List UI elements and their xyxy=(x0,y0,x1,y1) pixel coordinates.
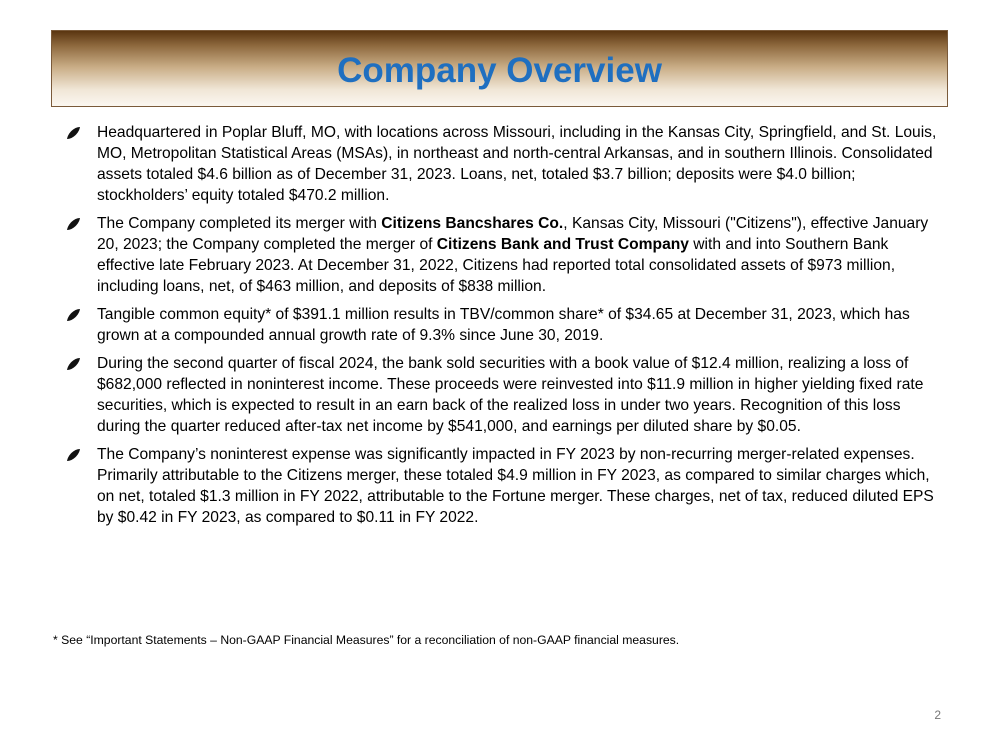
bullet-item xyxy=(65,304,945,346)
bullet-bold-text: Citizens Bancshares Co. xyxy=(381,215,564,232)
leaf-bullet-icon xyxy=(65,308,81,322)
bullet-text: The Company completed its merger with xyxy=(97,215,382,232)
leaf-bullet-icon xyxy=(65,448,81,462)
bullet-text: Tangible common equity* of $391.1 million results in TBV/common share* of $34.65 at December 31, 2023, which has grown at a compounded annual growth rate of 9.3% since June 30, 2019. xyxy=(97,306,910,344)
title-banner xyxy=(51,30,948,107)
bullet-item xyxy=(65,213,945,297)
bullet-text: , Kansas City, Missouri ("Citizens"), effective January 20, 2023; the Company completed the merger of xyxy=(97,215,929,253)
bullet-list xyxy=(65,122,945,535)
page-number: 2 xyxy=(934,708,941,722)
leaf-bullet-icon xyxy=(65,217,81,231)
leaf-bullet-icon xyxy=(65,357,81,371)
bullet-item xyxy=(65,122,945,206)
bullet-text: with and into Southern Bank effective late February 2023. At December 31, 2022, Citizens had reported total consolidated assets of $973 million, including loans, net, of $463 million, and deposits of $838 million. xyxy=(97,236,896,295)
bullet-text: The Company’s noninterest expense was significantly impacted in FY 2023 by non-recurring merger-related expenses. Primarily attributable to the Citizens merger, these totaled $4.9 million in FY 2023, as compared to similar charges which, on net, totaled $1.3 million in FY 2022, attributable to the Fortune merger. These charges, net of tax, reduced diluted EPS by $0.42 in FY 2023, as compared to $0.11 in FY 2022. xyxy=(97,446,934,526)
slide-title: Company Overview xyxy=(337,50,662,90)
bullet-item xyxy=(65,444,945,528)
bullet-text: Headquartered in Poplar Bluff, MO, with locations across Missouri, including in the Kansas City, Springfield, and St. Louis, MO, Metropolitan Statistical Areas (MSAs), in northeast and north-central Arkansas, and in southern Illinois. Consolidated assets totaled $4.6 billion as of December 31, 2023. Loans, net, totaled $3.7 billion; deposits were $4.0 billion; stockholders’ equity totaled $470.2 million. xyxy=(97,124,937,204)
footnote: * See “Important Statements – Non-GAAP Financial Measures” for a reconciliation of non-GAAP financial measures. xyxy=(53,633,680,647)
bullet-bold-text: Citizens Bank and Trust Company xyxy=(436,236,689,253)
leaf-bullet-icon xyxy=(65,126,81,140)
bullet-item xyxy=(65,353,945,437)
bullet-text: During the second quarter of fiscal 2024, the bank sold securities with a book value of $12.4 million, realizing a loss of $682,000 reflected in noninterest income. These proceeds were reinvested into $11.9 million in higher yielding fixed rate securities, which is expected to result in an earn back of the realized loss in under two years. Recognition of this loss during the quarter reduced after-tax net income by $541,000, and earnings per diluted share by $0.05. xyxy=(97,355,924,435)
